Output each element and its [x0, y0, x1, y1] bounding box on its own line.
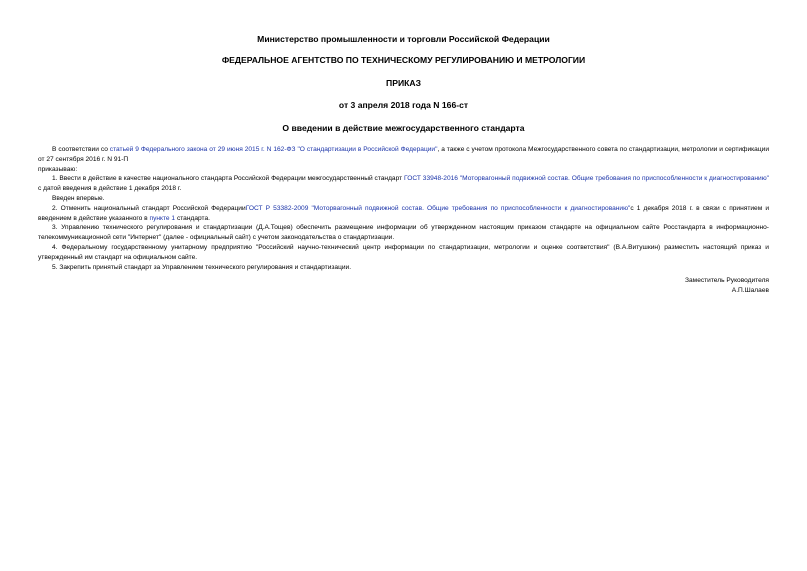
paragraph-preamble: [38, 145, 769, 165]
doc-type-heading: ПРИКАЗ: [386, 78, 421, 88]
paragraph-first-introduced: Введен впервые.: [52, 194, 105, 202]
document-title: О введении в действие межгосударственного стандарта: [282, 123, 525, 133]
para2-text-3: стандарта.: [175, 214, 210, 222]
para2-text-1: 2. Отменить национальный стандарт Российской Федерации: [52, 204, 246, 212]
paragraph-order: приказываю:: [38, 165, 78, 173]
paragraph-5: 5. Закрепить принятый стандарт за Управлением технического регулирования и стандартизации.: [52, 263, 352, 271]
date-number-heading: от 3 апреля 2018 года N 166-ст: [338, 100, 469, 110]
paragraph-3: 3. Управлению технического регулирования и стандартизации (Д.А.Тощев) обеспечить размещение информации об утвержденном настоящим приказом стандарте на официальном сайте Росстандарта в информационно-телекоммуникационной сети "Интернет" (далее - официальный сайт) с учетом законодательства о стандартизации.: [38, 224, 769, 242]
clause-1-link[interactable]: пункте 1: [149, 214, 176, 222]
paragraph-2: [38, 204, 769, 224]
ministry-heading: Министерство промышленности и торговли Российской Федерации: [257, 34, 550, 44]
para1-text-2: с датой введения в действие 1 декабря 2018 г.: [38, 185, 182, 193]
para2-text-2: с 1 декабря 2018 г. в связи с принятием и введением в действие указанного в: [38, 204, 770, 222]
signature-name: А.П.Шалаев: [731, 287, 769, 295]
law-link[interactable]: статьей 9 Федерального закона от 29 июня 2015 г. N 162-ФЗ "О стандартизации в Российской Федерации": [109, 146, 438, 153]
document-body: [38, 145, 769, 272]
gost-33948-link[interactable]: ГОСТ 33948-2016 "Моторвагонный подвижной состав. Общие требования по приспособленности к диагностированию": [404, 175, 769, 183]
para1-text-1: 1. Ввести в действие в качестве национального стандарта Российской Федерации межгосударственный стандарт: [52, 175, 404, 183]
preamble-text-1: В соответствии со: [52, 146, 110, 153]
signature-block: [38, 276, 769, 296]
gost-r-53382-link[interactable]: ГОСТ Р 53382-2009 "Моторвагонный подвижной состав. Общие требования по приспособленности к диагностированию": [245, 204, 631, 212]
paragraph-4: 4. Федеральному государственному унитарному предприятию "Российский научно-технический центр информации по стандартизации, метрологии и оценке соответствия" (В.А.Витушкин) разместить настоящий приказ и утвержденный им стандарт на официальном сайте.: [38, 243, 769, 261]
signature-position: Заместитель Руководителя: [685, 277, 769, 285]
agency-heading: ФЕДЕРАЛЬНОЕ АГЕНТСТВО ПО ТЕХНИЧЕСКОМУ РЕГУЛИРОВАНИЮ И МЕТРОЛОГИИ: [221, 55, 586, 65]
preamble-text-2: , а также с учетом протокола Межгосударственного совета по стандартизации, метрологии и сертификации от 27 сентября 2016 г. N 91-П: [38, 146, 769, 163]
paragraph-1: [38, 174, 769, 194]
